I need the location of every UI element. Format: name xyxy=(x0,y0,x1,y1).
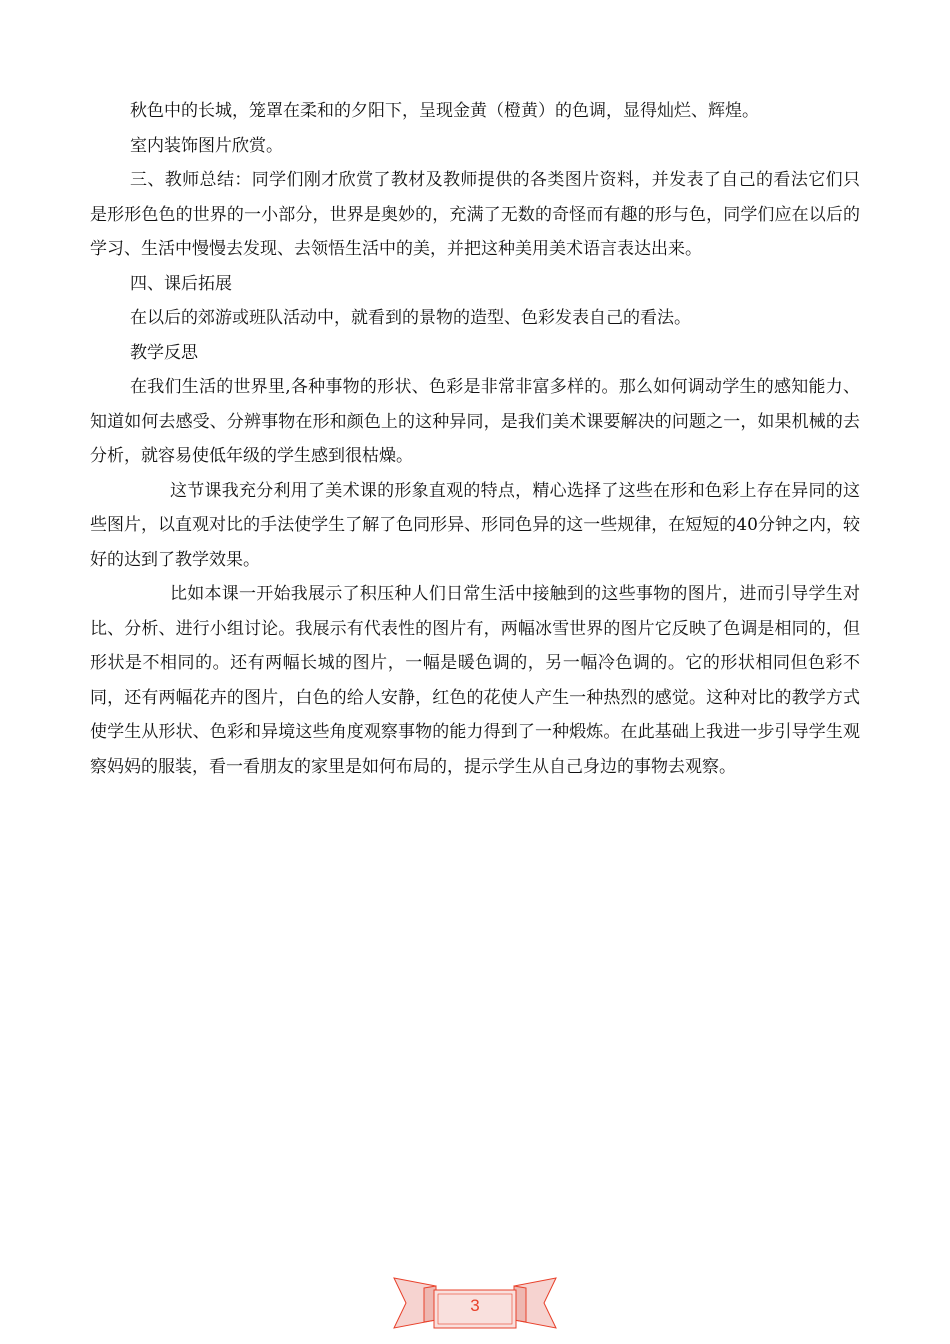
page-number: 3 xyxy=(470,1296,480,1315)
paragraph-interior-images: 室内装饰图片欣赏。 xyxy=(130,135,283,156)
paragraph-outing-activity: 在以后的郊游或班队活动中，就看到的景物的造型、色彩发表自己的看法。 xyxy=(130,308,691,328)
paragraph-autumn-great-wall: 秋色中的长城，笼罩在柔和的夕阳下，呈现金黄（橙黄）的色调，显得灿烂、辉煌。 xyxy=(130,101,759,121)
document-body xyxy=(90,94,860,784)
heading-teaching-reflection: 教学反思 xyxy=(130,342,198,363)
paragraph-reflection-intro: 在我们生活的世界里,各种事物的形状、色彩是非常非富多样的。那么如何调动学生的感知能力、知道如何去感受、分辨事物在形和颜色上的这种异同，是我们美术课要解决的问题之一，如果机械的去分析，就容易使低年级的学生感到很枯燥。 xyxy=(90,377,860,466)
paragraph-reflection-example: 比如本课一开始我展示了积压种人们日常生活中接触到的这些事物的图片，进而引导学生对比、分析、进行小组讨论。我展示有代表性的图片有，两幅冰雪世界的图片它反映了色调是相同的，但形状是不相同的。还有两幅长城的图片，一幅是暖色调的，另一幅冷色调的。它的形状相同但色彩不同，还有两幅花卉的图片，白色的给人安静，红色的花使人产生一种热烈的感觉。这种对比的教学方式使学生从形状、色彩和异境这些角度观察事物的能力得到了一种煅炼。在此基础上我进一步引导学生观察妈妈的服装，看一看朋友的家里是如何布局的，提示学生从自己身边的事物去观察。 xyxy=(90,584,860,777)
heading-after-class-extension: 四、课后拓展 xyxy=(130,273,232,294)
paragraph-teacher-summary: 三、教师总结：同学们刚才欣赏了教材及教师提供的各类图片资料，并发表了自己的看法它们只是形形色色的世界的一小部分，世界是奥妙的，充满了无数的奇怪而有趣的形与色，同学们应在以后的学习、生活中慢慢去发现、去领悟生活中的美，并把这种美用美术语言表达出来。 xyxy=(90,170,860,259)
page-footer xyxy=(392,1274,558,1332)
paragraph-reflection-method: 这节课我充分利用了美术课的形象直观的特点，精心选择了这些在形和色彩上存在异同的这些图片，以直观对比的手法使学生了解了色同形异、形同色异的这一些规律，在短短的40分钟之内，较好的达到了教学效果。 xyxy=(90,480,860,570)
